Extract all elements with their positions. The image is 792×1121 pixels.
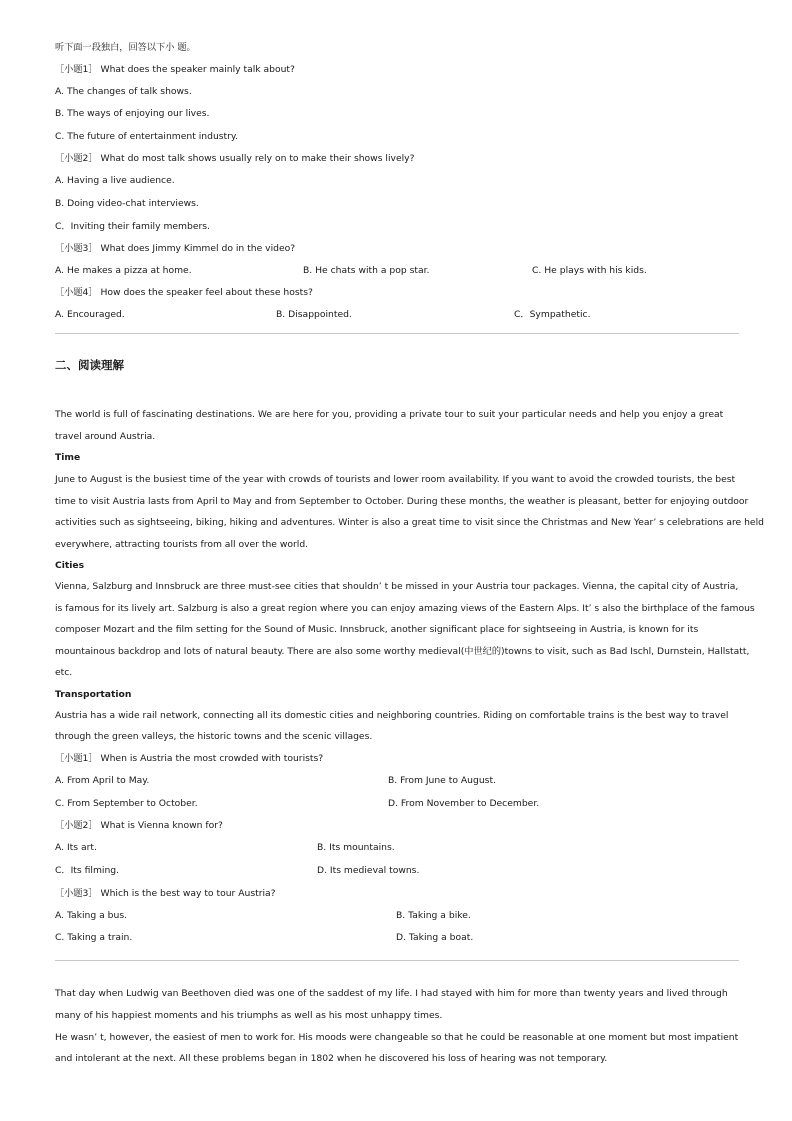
passage-line: That day when Ludwig van Beethoven died was one of the saddest of my life. I had stayed with him for more than twenty years and lived through [55, 988, 728, 999]
option-a: A. Its art. [55, 842, 97, 853]
passage-line: Vienna, Salzburg and Innsbruck are three must-see cities that shouldn’ t be missed in your Austria tour packages. Vienna, the capital city of Austria, [55, 581, 739, 592]
option-b: B. Taking a bike. [396, 910, 471, 921]
option-b: B. Disappointed. [276, 309, 352, 320]
option-a: A. Having a live audience. [55, 175, 175, 186]
question-1: ［小题1］ What does the speaker mainly talk about? [55, 64, 295, 75]
question-2: ［小题2］ What is Vienna known for? [55, 820, 223, 831]
option-b: B. Doing video-chat interviews. [55, 198, 199, 209]
option-c: C. He plays with his kids. [532, 265, 647, 276]
passage-line: travel around Austria. [55, 431, 156, 442]
section-title: 二、阅读理解 [55, 358, 124, 372]
passage-line: activities such as sightseeing, biking, hiking and adventures. Winter is also a great time to visit since the Christmas and New Year’ s celebrations are held [55, 517, 764, 528]
question-1: ［小题1］ When is Austria the most crowded with tourists? [55, 753, 324, 764]
passage-line: many of his happiest moments and his triumphs as well as his most unhappy times. [55, 1010, 443, 1021]
passage-line: June to August is the busiest time of the year with crowds of tourists and lower room availability. If you want to avoid the crowded tourists, the best [55, 474, 736, 485]
passage-line: He wasn’ t, however, the easiest of men to work for. His moods were changeable so that he could be reasonable at one moment but most impatient [55, 1032, 739, 1043]
option-c: C. Taking a train. [55, 932, 133, 943]
option-d: D. Taking a boat. [396, 932, 474, 943]
option-c: C. The future of entertainment industry. [55, 131, 238, 142]
option-b: B. The ways of enjoying our lives. [55, 108, 210, 119]
passage-line: time to visit Austria lasts from April to May and from September to October. During these months, the weather is pleasant, better for enjoying outdoor [55, 496, 749, 507]
subheading-time: Time [55, 452, 81, 463]
listening-intro: 听下面一段独白，回答以下小 题。 [55, 42, 196, 53]
passage-line: etc. [55, 667, 73, 678]
option-c: C. From September to October. [55, 798, 198, 809]
passage-line: The world is full of fascinating destinations. We are here for you, providing a private tour to suit your particular needs and help you enjoy a great [55, 409, 724, 420]
passage-line: mountainous backdrop and lots of natural beauty. There are also some worthy medieval(中世纪的)towns to visit, such as Bad Ischl, Durnstein, Hallstatt, [55, 646, 750, 657]
option-d: D. Its medieval towns. [317, 865, 420, 876]
option-a: A. The changes of talk shows. [55, 86, 192, 97]
option-c: C．Sympathetic. [514, 309, 591, 320]
question-3: ［小题3］ Which is the best way to tour Austria? [55, 888, 276, 899]
option-a: A. Taking a bus. [55, 910, 128, 921]
divider [55, 960, 739, 961]
question-2: ［小题2］ What do most talk shows usually rely on to make their shows lively? [55, 153, 415, 164]
option-b: B. From June to August. [388, 775, 496, 786]
option-a: A. He makes a pizza at home. [55, 265, 192, 276]
divider [55, 333, 739, 334]
option-c: C．Inviting their family members. [55, 221, 210, 232]
question-3: ［小题3］ What does Jimmy Kimmel do in the video? [55, 243, 296, 254]
subheading-cities: Cities [55, 560, 85, 571]
option-b: B. He chats with a pop star. [303, 265, 430, 276]
option-c: C．Its filming. [55, 865, 120, 876]
option-d: D. From November to December. [388, 798, 540, 809]
subheading-transportation: Transportation [55, 689, 132, 700]
option-a: A. From April to May. [55, 775, 150, 786]
passage-line: is famous for its lively art. Salzburg is also a great region where you can enjoy amazing views of the Eastern Alps. It’ s also the birthplace of the famous [55, 603, 755, 614]
option-b: B. Its mountains. [317, 842, 395, 853]
passage-line: through the green valleys, the historic towns and the scenic villages. [55, 731, 373, 742]
option-a: A. Encouraged. [55, 309, 125, 320]
question-4: ［小题4］ How does the speaker feel about these hosts? [55, 287, 313, 298]
passage-line: composer Mozart and the film setting for the Sound of Music. Innsbruck, another significant place for sightseeing in Austria, is known for its [55, 624, 699, 635]
passage-line: everywhere, attracting tourists from all over the world. [55, 539, 309, 550]
passage-line: Austria has a wide rail network, connecting all its domestic cities and neighboring countries. Riding on comfortable trains is the best way to travel [55, 710, 729, 721]
passage-line: and intolerant at the next. All these problems began in 1802 when he discovered his loss of hearing was not temporary. [55, 1053, 608, 1064]
